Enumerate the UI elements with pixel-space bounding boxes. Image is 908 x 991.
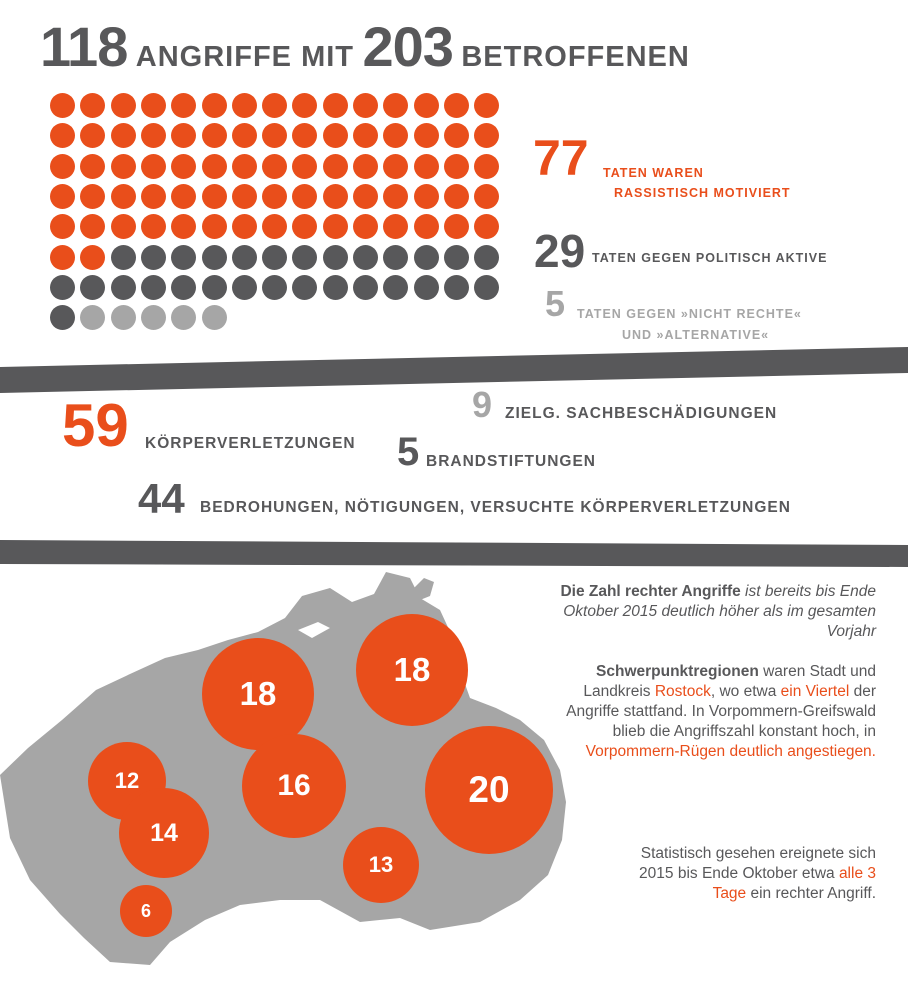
racist-label-line1: TATEN WAREN [603, 166, 704, 180]
racist-label-line2: RASSISTISCH MOTIVIERT [614, 186, 791, 200]
dot-racist [202, 184, 227, 209]
dot-non-right [141, 305, 166, 330]
dot-racist [444, 123, 469, 148]
dot-racist [202, 123, 227, 148]
dot-racist [323, 93, 348, 118]
dot-political [171, 245, 196, 270]
dot-racist [383, 184, 408, 209]
dot-racist [292, 154, 317, 179]
paragraph-comparison [546, 582, 876, 642]
political-count: 29 [534, 225, 586, 277]
arson-label: BRANDSTIFTUNGEN [426, 453, 596, 470]
dot-racist [323, 154, 348, 179]
non-right-count: 5 [545, 283, 566, 324]
dot-racist [474, 154, 499, 179]
dot-racist [171, 184, 196, 209]
dot-racist [80, 93, 105, 118]
damage-count: 9 [472, 384, 493, 425]
dot-racist [414, 154, 439, 179]
dot-political [323, 245, 348, 270]
divider-stripe-bottom [0, 538, 908, 570]
dot-matrix [50, 93, 510, 333]
dot-political [383, 275, 408, 300]
dot-racist [232, 184, 257, 209]
non-right-label-line1: TATEN GEGEN »NICHT RECHTE« [577, 307, 802, 321]
dot-racist [474, 184, 499, 209]
dot-racist [50, 214, 75, 239]
dot-political [323, 275, 348, 300]
bubble-ludwigslust: 14 [119, 788, 209, 878]
dot-racist [111, 214, 136, 239]
dot-racist [111, 123, 136, 148]
paragraph-frequency [616, 844, 876, 904]
bodily-harm-count: 59 [62, 392, 129, 459]
dot-racist [111, 154, 136, 179]
dot-racist [171, 123, 196, 148]
dot-racist [111, 93, 136, 118]
dot-racist [232, 123, 257, 148]
dot-political [383, 245, 408, 270]
dot-racist [444, 154, 469, 179]
dot-political [111, 275, 136, 300]
dot-racist [50, 123, 75, 148]
dot-racist [414, 123, 439, 148]
divider-stripe-top [0, 345, 908, 395]
dot-political [202, 275, 227, 300]
bubble-rostock: 18 [356, 614, 468, 726]
p3-highlight: alle 3 Tage [712, 865, 876, 902]
dot-racist [414, 214, 439, 239]
bubble-west: 12 [88, 742, 166, 820]
dot-non-right [80, 305, 105, 330]
dot-racist [323, 214, 348, 239]
dot-racist [80, 184, 105, 209]
headline [40, 14, 694, 79]
dot-racist [80, 123, 105, 148]
dot-political [232, 245, 257, 270]
dot-racist [323, 123, 348, 148]
p2-highlight-ruegen: Vorpommern-Rügen deutlich angestiegen. [585, 743, 876, 760]
p2-text-b: , wo etwa [710, 683, 781, 700]
dot-political [141, 245, 166, 270]
dot-racist [232, 93, 257, 118]
dot-racist [474, 123, 499, 148]
dot-political [232, 275, 257, 300]
dot-non-right [202, 305, 227, 330]
bubble-vorpommern: 20 [425, 726, 553, 854]
dot-racist [80, 214, 105, 239]
arson-count: 5 [397, 430, 420, 474]
dot-racist [202, 214, 227, 239]
bodily-harm-label: KÖRPERVERLETZUNGEN [145, 435, 356, 452]
dot-racist [383, 214, 408, 239]
dot-racist [202, 93, 227, 118]
racist-count: 77 [533, 130, 589, 186]
dot-political [414, 275, 439, 300]
dot-racist [262, 154, 287, 179]
dot-racist [202, 154, 227, 179]
dot-political [444, 245, 469, 270]
dot-racist [50, 93, 75, 118]
p1-bold: Die Zahl rechter Angriffe [560, 583, 741, 600]
p3-text-b: ein rechter Angriff. [746, 885, 876, 902]
dot-racist [171, 93, 196, 118]
bubble-seenplatte: 13 [343, 827, 419, 903]
dot-racist [474, 214, 499, 239]
non-right-label-line2: UND »ALTERNATIVE« [622, 328, 770, 342]
p2-text-a: waren Stadt und Landkreis [583, 663, 876, 700]
dot-racist [383, 93, 408, 118]
threats-count: 44 [138, 475, 185, 522]
dot-racist [141, 93, 166, 118]
dot-racist [383, 123, 408, 148]
dot-racist [353, 154, 378, 179]
dot-racist [232, 154, 257, 179]
dot-political [80, 275, 105, 300]
dot-political [202, 245, 227, 270]
dot-political [353, 275, 378, 300]
dot-racist [353, 93, 378, 118]
dot-racist [141, 123, 166, 148]
dot-political [262, 275, 287, 300]
dot-racist [353, 123, 378, 148]
dot-non-right [111, 305, 136, 330]
dot-racist [414, 184, 439, 209]
dot-racist [262, 184, 287, 209]
p1-italic: ist bereits bis Ende Oktober 2015 deutlich höher als im gesamten Vorjahr [563, 583, 876, 640]
total-attacks-number: 118 [40, 15, 128, 78]
dot-racist [50, 245, 75, 270]
dot-racist [383, 154, 408, 179]
dot-political [292, 245, 317, 270]
dot-racist [292, 123, 317, 148]
dot-political [444, 275, 469, 300]
dot-political [474, 275, 499, 300]
dot-racist [292, 93, 317, 118]
p2-highlight-quarter: ein Viertel [780, 683, 850, 700]
damage-label: ZIELG. SACHBESCHÄDIGUNGEN [505, 405, 778, 422]
dot-racist [171, 154, 196, 179]
dot-political [50, 275, 75, 300]
dot-racist [353, 214, 378, 239]
p2-highlight-rostock: Rostock [654, 683, 711, 700]
threats-label: BEDROHUNGEN, NÖTIGUNGEN, VERSUCHTE KÖRPERVERLETZUNGEN [200, 499, 791, 516]
dot-political [50, 305, 75, 330]
affected-label: BETROFFENEN [461, 41, 690, 73]
dot-political [262, 245, 287, 270]
dot-racist [444, 214, 469, 239]
dot-racist [141, 154, 166, 179]
paragraph-regions [546, 662, 876, 762]
dot-racist [50, 154, 75, 179]
bubble-suedwest: 6 [120, 885, 172, 937]
dot-racist [111, 184, 136, 209]
dot-political [171, 275, 196, 300]
p2-text-c: der Angriffe stattfand. In Vorpommern-Greifswald blieb die Angriffszahl konstant hoch, in [566, 683, 876, 740]
dot-political [474, 245, 499, 270]
p2-bold: Schwerpunktregionen [596, 663, 759, 680]
affected-number: 203 [362, 15, 453, 78]
dot-racist [474, 93, 499, 118]
dot-racist [292, 184, 317, 209]
attacks-label: ANGRIFFE MIT [135, 41, 354, 73]
dot-political [353, 245, 378, 270]
dot-racist [141, 214, 166, 239]
dot-racist [171, 214, 196, 239]
bubble-mitte: 16 [242, 734, 346, 838]
dot-racist [262, 123, 287, 148]
dot-racist [414, 93, 439, 118]
dot-racist [323, 184, 348, 209]
dot-racist [353, 184, 378, 209]
dot-political [292, 275, 317, 300]
dot-racist [262, 93, 287, 118]
dot-political [141, 275, 166, 300]
dot-racist [444, 184, 469, 209]
dot-racist [80, 154, 105, 179]
dot-racist [80, 245, 105, 270]
bubble-nordwest: 18 [202, 638, 314, 750]
dot-racist [444, 93, 469, 118]
dot-racist [262, 214, 287, 239]
dot-racist [50, 184, 75, 209]
political-label: TATEN GEGEN POLITISCH AKTIVE [592, 251, 828, 265]
dot-racist [292, 214, 317, 239]
dot-political [414, 245, 439, 270]
dot-political [111, 245, 136, 270]
dot-racist [232, 214, 257, 239]
dot-non-right [171, 305, 196, 330]
dot-racist [141, 184, 166, 209]
p3-text-a: Statistisch gesehen ereignete sich 2015 bis Ende Oktober etwa [639, 845, 876, 882]
